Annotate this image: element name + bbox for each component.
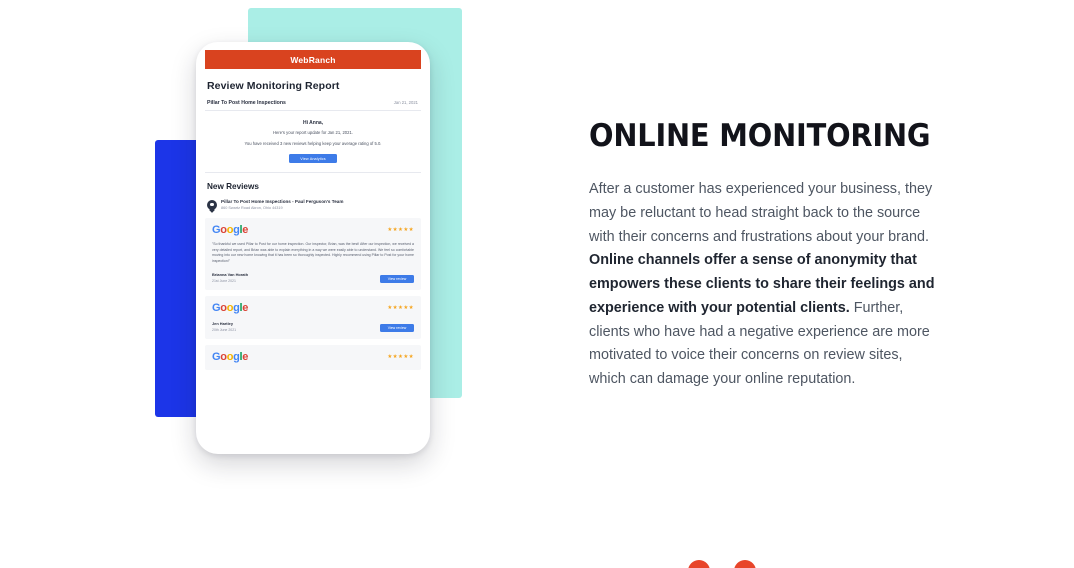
- view-review-button[interactable]: View review: [380, 275, 414, 283]
- review-date: 20th June 2021: [212, 327, 237, 332]
- carousel-prev-button[interactable]: [688, 560, 710, 568]
- review-card: [205, 218, 421, 290]
- review-card: [205, 296, 421, 339]
- view-review-button[interactable]: View review: [380, 324, 414, 332]
- paragraph-part-2-bold: Online channels offer a sense of anonymity that empowers these clients to share their feelings and experience with your potential clients.: [589, 252, 935, 316]
- report-meta-row: [207, 100, 421, 106]
- view-analytics-button[interactable]: View Analytics: [289, 154, 337, 163]
- rating-stars: ★★★★★: [387, 227, 414, 233]
- review-header: [212, 302, 414, 314]
- app-bar: [205, 50, 421, 69]
- review-footer: [212, 272, 414, 283]
- review-footer: [212, 321, 414, 332]
- review-author: Brianna Van Horath: [212, 271, 249, 277]
- paragraph-part-1: After a customer has experienced your business, they may be reluctant to head straight back to the source with their concerns and frustrations about your brand.: [589, 181, 933, 245]
- review-date: 21st June 2021: [212, 278, 236, 283]
- page-title: ONLINE MONITORING: [589, 118, 931, 154]
- business-row: [207, 199, 421, 212]
- report-date: Jan 21, 2021: [393, 100, 418, 105]
- body-paragraph: [589, 178, 941, 392]
- google-logo-icon: Google: [212, 224, 249, 236]
- review-header: [212, 351, 414, 363]
- summary-line-2: You have received 3 new reviews helping keep your average rating of 5.0.: [244, 140, 382, 146]
- summary-line-1: Here's your report update for Jan 21, 2021.: [273, 130, 353, 135]
- report-account-name: Pillar To Post Home Inspections: [207, 100, 286, 106]
- greeting-text: Hi Anna,: [302, 120, 324, 126]
- phone-screen: [205, 50, 421, 444]
- report-title: Review Monitoring Report: [207, 80, 340, 92]
- paragraph-part-3: Further, clients who have had a negative experience are more motivated to voice their concerns on review sites, which can damage your online reputation.: [589, 299, 930, 388]
- review-header: [212, 224, 414, 236]
- new-reviews-heading: New Reviews: [207, 182, 259, 191]
- carousel-next-button[interactable]: [734, 560, 756, 568]
- rating-stars: ★★★★★: [387, 353, 414, 360]
- review-card: [205, 345, 421, 370]
- phone-mockup: [196, 42, 430, 454]
- location-pin-icon: [207, 200, 217, 212]
- business-name: Pillar To Post Home Inspections - Paul Ferguson's Team: [221, 199, 344, 204]
- carousel-controls: [688, 560, 756, 568]
- review-text: "So thankful we used Pillar to Post for our home inspection. Our inspector, Brian, was the best! After our inspection, we received a very detailed report, and Brian was able to explain everything in a way we were easily able to understand. We feel so comfortable moving into our new home knowing that it has been so thoroughly inspected. Highly recommend using Pillar to Post for your home inspection!": [212, 242, 414, 263]
- business-address: 860 Swartz Road Akron, Ohio 44319: [221, 206, 283, 210]
- rating-stars: ★★★★★: [387, 304, 414, 311]
- app-bar-title: WebRanch: [290, 54, 336, 65]
- divider-2: [205, 172, 421, 173]
- google-logo-icon: Google: [212, 301, 249, 314]
- review-author: Jen Hartley: [212, 320, 233, 326]
- greeting-block: [205, 120, 421, 163]
- google-logo-icon: Google: [212, 350, 249, 363]
- divider: [205, 110, 421, 111]
- text-column: [589, 118, 941, 406]
